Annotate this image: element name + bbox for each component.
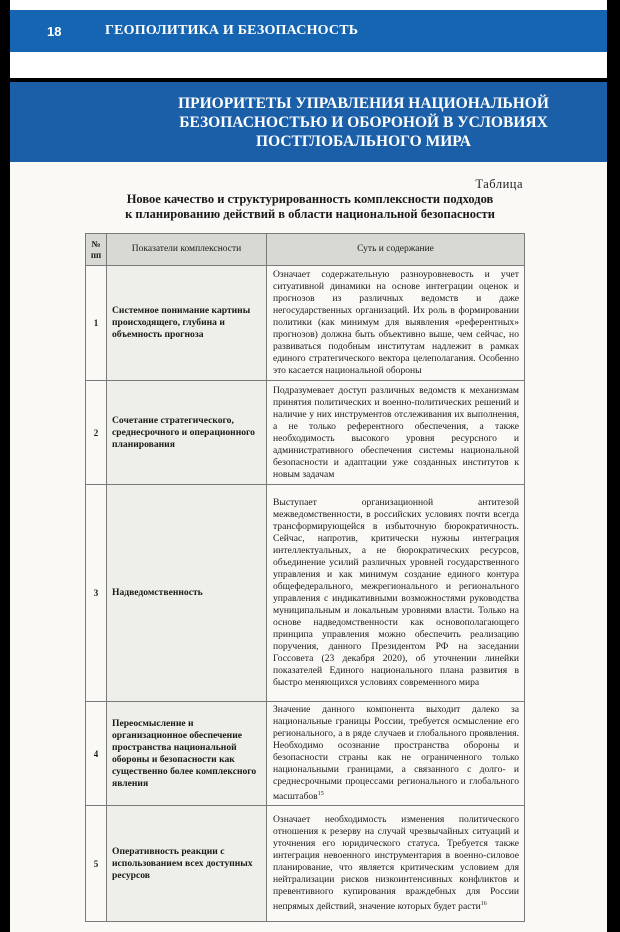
row-description — [267, 381, 525, 485]
article-title — [178, 94, 549, 151]
row-indicator: Оперативность реакции с использованием всех доступных ресурсов — [107, 806, 267, 922]
row-number: 3 — [86, 485, 107, 702]
table-row — [86, 485, 525, 702]
header-num: № пп — [86, 234, 107, 266]
section-title: ГЕОПОЛИТИКА И БЕЗОПАСНОСТЬ — [105, 23, 359, 38]
row-description-text: Подразумевает доступ различных ведомств к механизмам принятия политических и военно-политических решений и наличие у них инструментов отслеживания их выполнения, а не только референтного обеспечения, а также необходимость высокого уровня ресурсного и административного обеспечения системы национальной безопасности и адаптации уже созданных институтов к новым задачам — [273, 384, 519, 480]
row-description — [267, 266, 525, 381]
row-description — [267, 806, 525, 922]
table-title-line: Новое качество и структурированность комплексности подходов — [126, 192, 494, 206]
article-title-band — [10, 82, 607, 162]
header-essence: Суть и содержание — [267, 234, 525, 266]
row-description-text: Выступает организационной антитезой межведомственности, в российских условиях почти всегда трансформирующейся в избыточную бюрократичность. Сейчас, напротив, критически нужны интеграция интеллектуальных, а не бюрократических ресурсов, объединение усилий различных уровней государственного управления и как минимум создание единого контура общефедерального, межрегионального и регионального управления с индикативными возможностями руководства муниципальным и локальным уровнями власти. Только на основе надведомственности как основополагающего принципа управления можно обеспечить реализацию поручения, данного Президентом РФ на заседании Госсовета (23 декабря 2020), об уточнении линейки показателей Единого национального плана развития в быстро меняющихся условиях современного мира — [273, 497, 519, 688]
row-description-text: Означает содержательную разноуровневость и учет ситуативной динамики на основе интеграции оценок и прогнозов из различных ведомств и даже негосударственных организаций. Их роль в формировании политики (как минимум для выявления «референтных» прогнозов) должна быть объективно выше, чем сейчас, но развиваться подобным институтам надлежит в рамках единого стратегического вектора целеполагания. Особенно это касается национальной обороны — [273, 269, 519, 376]
footnote-marker: 15 — [317, 791, 324, 797]
table-caption: Таблица — [475, 177, 523, 191]
row-indicator: Надведомственность — [107, 485, 267, 702]
row-number: 5 — [86, 806, 107, 922]
table-header-row — [86, 234, 525, 266]
row-number: 1 — [86, 266, 107, 381]
row-number: 4 — [86, 702, 107, 806]
row-indicator: Переосмысление и организационное обеспечение пространства национальной обороны и безопасности как существенно более комплексного явления — [107, 702, 267, 806]
article-title-line: ПРИОРИТЕТЫ УПРАВЛЕНИЯ НАЦИОНАЛЬНОЙ — [178, 94, 549, 112]
row-indicator: Системное понимание картины происходящего, глубина и объемность прогноза — [107, 266, 267, 381]
table-title-line: к планированию действий в области национальной безопасности — [125, 207, 495, 221]
row-indicator: Сочетание стратегического, среднесрочного и операционного планирования — [107, 381, 267, 485]
row-description-text: Значение данного компонента выходит далеко за национальные границы России, требуется осмысление его регионального, а в ряде случаев и глобального проявления. Необходимо осознание пространства обороны и безопасности страны как не ограниченного только национальными границами, а связанного с долго- и среднесрочными процессами регионального и глобального масштабов — [273, 704, 519, 803]
row-description — [267, 485, 525, 702]
table-title — [110, 192, 510, 222]
table-row — [86, 381, 525, 485]
article-title-line: БЕЗОПАСНОСТЬЮ И ОБОРОНОЙ В УСЛОВИЯХ — [179, 113, 548, 131]
table-row — [86, 806, 525, 922]
row-description — [267, 702, 525, 806]
table-row — [86, 266, 525, 381]
running-header — [10, 10, 607, 52]
previous-page-strip — [10, 0, 607, 78]
row-number: 2 — [86, 381, 107, 485]
header-indicators: Показатели комплексности — [107, 234, 267, 266]
footnote-marker: 16 — [480, 901, 487, 908]
table-row — [86, 702, 525, 806]
row-description-text: Означает необходимость изменения политического отношения к резерву на случай чрезвычайных ситуаций и уточнения его юридического статуса. Требуется также интеграция невоенного инструментария в военно-силовое планирование, что является критическим условием для нейтрализации рисков низкоинтенсивных конфликтов и превентивного купирования враждебных для России непрямых действий, значение которых будет расти — [273, 814, 519, 913]
page-number: 18 — [47, 23, 62, 39]
complexity-table — [85, 233, 525, 922]
document-page — [10, 82, 607, 932]
article-title-line: ПОСТГЛОБАЛЬНОГО МИРА — [256, 132, 471, 150]
